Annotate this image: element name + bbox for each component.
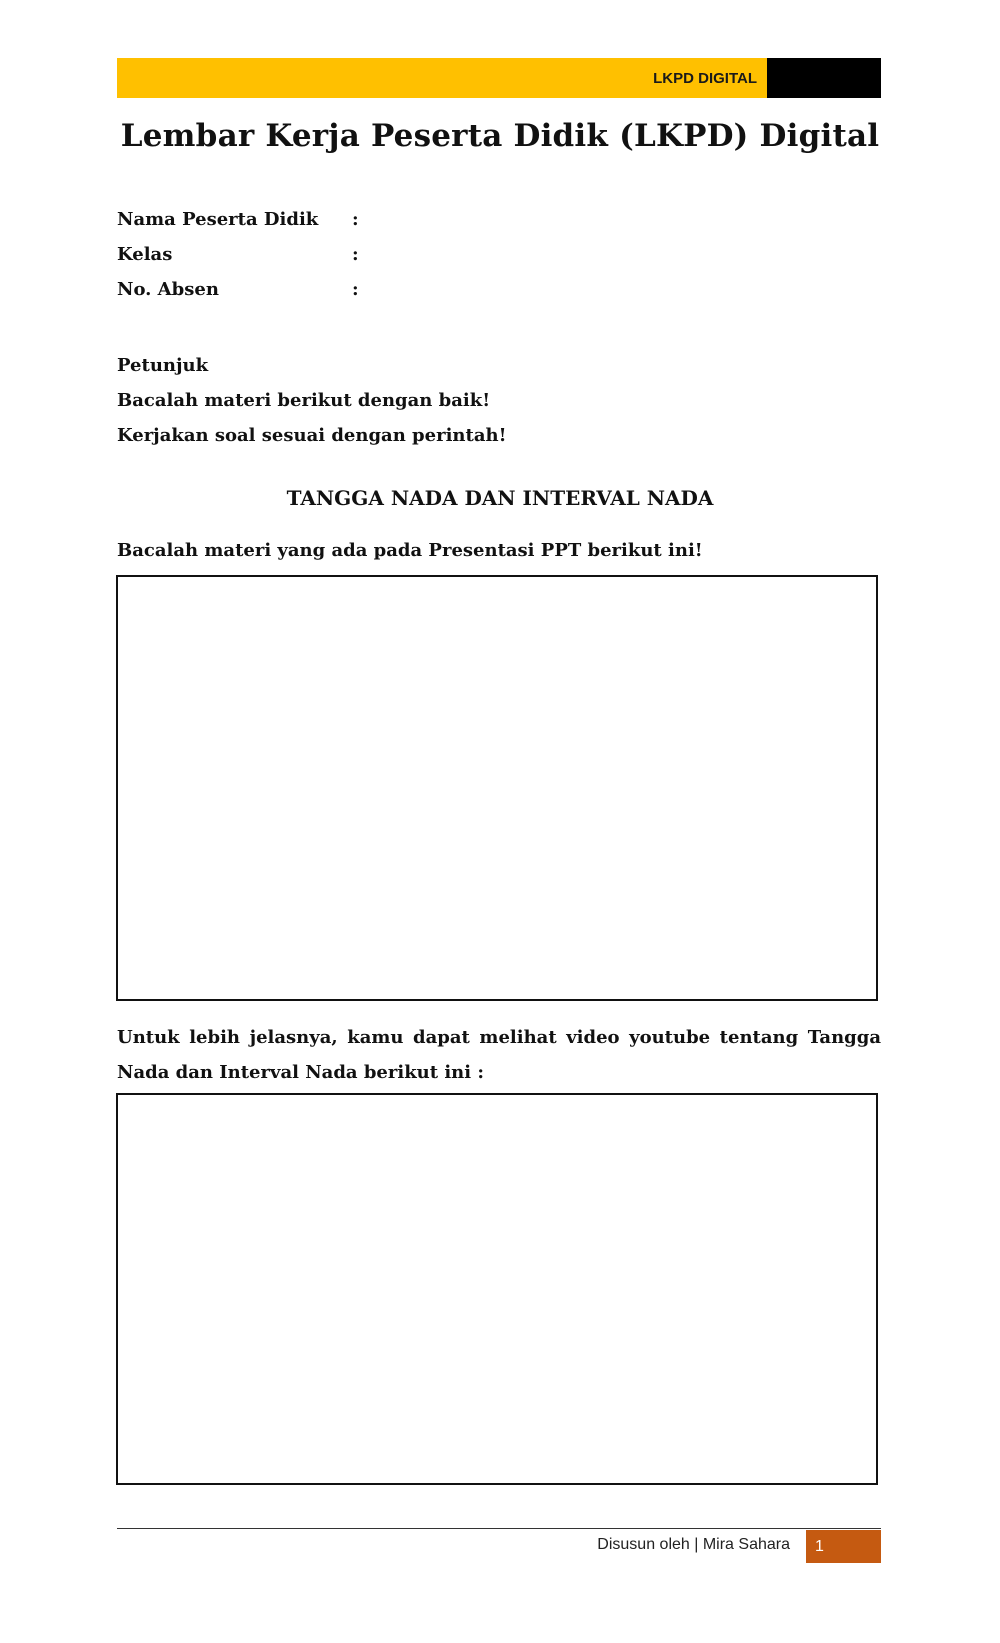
identity-label: No. Absen [117,279,219,300]
identity-row-name[interactable] [117,209,517,244]
footer-divider [117,1528,881,1529]
instructions [117,348,506,453]
instructions-heading: Petunjuk [117,355,209,376]
identity-separator: : [352,244,359,265]
identity-separator: : [352,279,359,300]
ppt-prompt: Bacalah materi yang ada pada Presentasi PPT berikut ini! [117,540,703,561]
identity-fields [117,209,517,314]
footer-page-number: 1 [806,1530,881,1563]
header-label: LKPD DIGITAL [117,58,767,98]
identity-label: Nama Peserta Didik [117,209,319,230]
video-embed-frame[interactable] [116,1093,878,1485]
identity-separator: : [352,209,359,230]
instruction-line: Kerjakan soal sesuai dengan perintah! [117,425,507,446]
footer-author: Disusun oleh | Mira Sahara [597,1536,790,1553]
instruction-line: Bacalah materi berikut dengan baik! [117,390,491,411]
identity-row-class[interactable] [117,244,517,279]
ppt-embed-frame[interactable] [116,575,878,1001]
identity-row-absen[interactable] [117,279,517,314]
identity-label: Kelas [117,244,173,265]
section-title: TANGGA NADA DAN INTERVAL NADA [286,486,714,510]
page-title: Lembar Kerja Peserta Didik (LKPD) Digital [120,118,880,154]
video-prompt: Untuk lebih jelasnya, kamu dapat melihat video youtube tentang Tangga Nada dan Interval Nada berikut ini : [117,1027,881,1083]
header-bar [117,58,881,98]
header-dark-block [767,58,881,98]
